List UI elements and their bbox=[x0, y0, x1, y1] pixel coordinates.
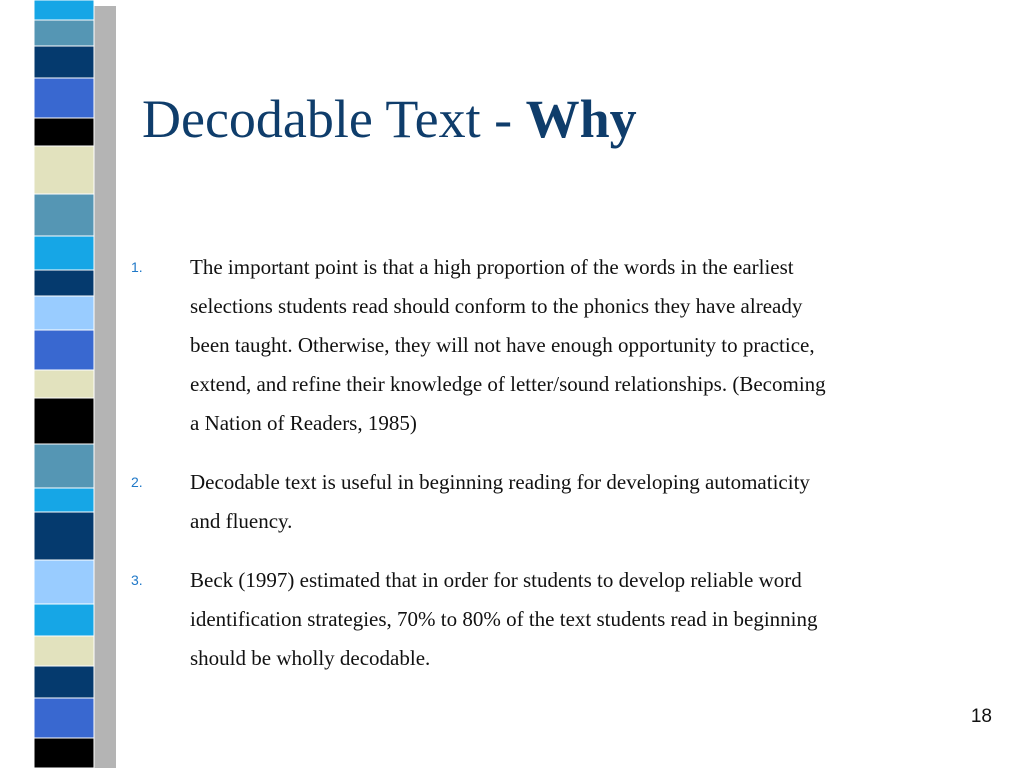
bullet-number: 2. bbox=[131, 474, 143, 490]
stripe-segment bbox=[34, 0, 94, 20]
bullet-list bbox=[0, 248, 1024, 698]
stripe-segment bbox=[34, 146, 94, 194]
bullet-item bbox=[0, 561, 1024, 678]
slide-title-plain: Decodable Text - bbox=[142, 89, 526, 149]
stripe-segment bbox=[34, 78, 94, 118]
slide-title bbox=[142, 82, 982, 156]
bullet-text: Beck (1997) estimated that in order for students to develop reliable word identification strategies, 70% to 80% of the text students read in beginning should be wholly decodable. bbox=[190, 568, 818, 670]
bullet-number: 1. bbox=[131, 259, 143, 275]
bullet-text: Decodable text is useful in beginning reading for developing automaticity and fluency. bbox=[190, 470, 810, 533]
bullet-item bbox=[0, 248, 1024, 443]
stripe-segment bbox=[34, 118, 94, 146]
bullet-number: 3. bbox=[131, 572, 143, 588]
slide-number: 18 bbox=[970, 706, 992, 727]
stripe-segment bbox=[34, 46, 94, 78]
bullet-item bbox=[0, 463, 1024, 541]
stripe-segment bbox=[34, 738, 94, 768]
stripe-segment bbox=[34, 698, 94, 738]
stripe-segment bbox=[34, 194, 94, 236]
stripe-segment bbox=[34, 20, 94, 46]
slide-title-bold: Why bbox=[525, 89, 637, 149]
bullet-text: The important point is that a high proportion of the words in the earliest selections students read should conform to the phonics they have already been taught. Otherwise, they will not have enough opportunity to practice, extend, and refine their knowledge of letter/sound relationships. (Becoming a Nation of Readers, 1985) bbox=[190, 255, 826, 435]
